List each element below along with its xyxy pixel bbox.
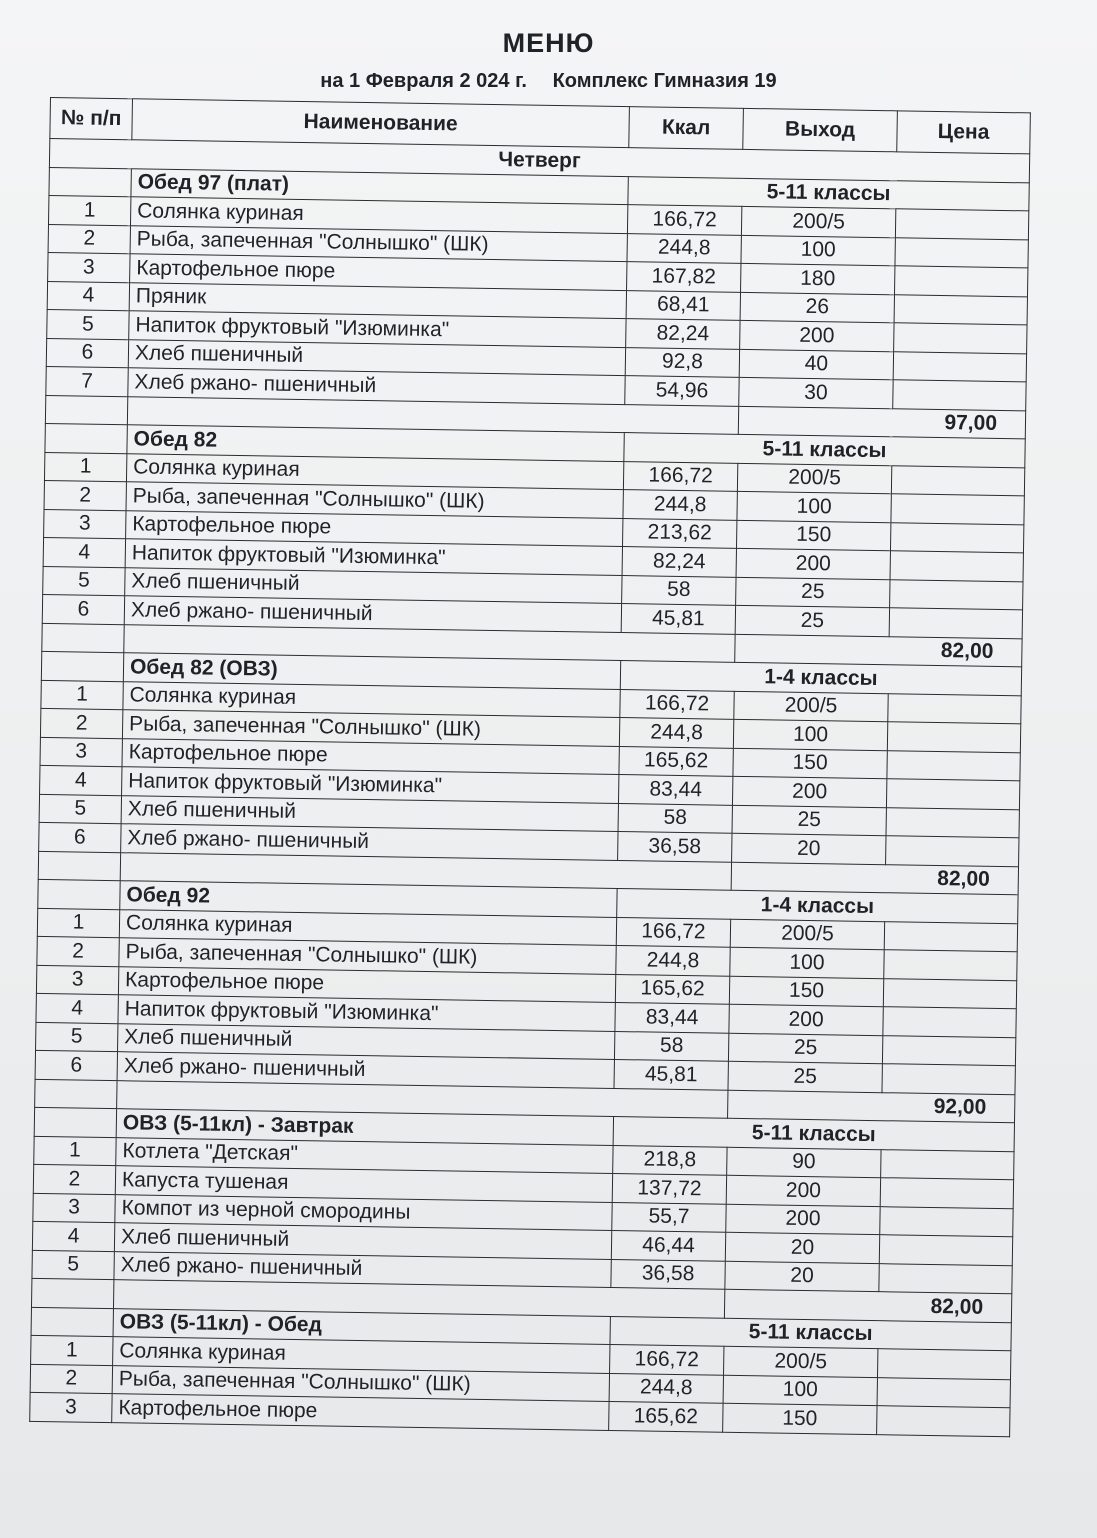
item-number: 2 bbox=[33, 1164, 115, 1194]
item-output: 200/5 bbox=[734, 691, 888, 722]
total-spacer bbox=[31, 1278, 113, 1308]
item-number: 2 bbox=[40, 708, 122, 738]
header-name: Наименование bbox=[132, 99, 630, 148]
item-output: 100 bbox=[730, 947, 884, 978]
item-name: Рыба, запеченная "Солнышко" (ШК) bbox=[122, 710, 619, 746]
item-number: 6 bbox=[39, 822, 121, 852]
item-kcal: 83,44 bbox=[618, 775, 732, 805]
item-price bbox=[882, 1064, 1015, 1095]
item-output: 20 bbox=[725, 1232, 879, 1263]
item-number: 5 bbox=[36, 1022, 118, 1052]
section-name: Обед 92 bbox=[120, 881, 617, 917]
item-kcal: 82,24 bbox=[622, 547, 736, 577]
item-kcal: 213,62 bbox=[623, 518, 737, 548]
item-kcal: 58 bbox=[622, 575, 736, 605]
item-price bbox=[893, 380, 1026, 411]
item-output: 150 bbox=[733, 748, 887, 779]
item-number: 4 bbox=[43, 537, 125, 567]
item-output: 200/5 bbox=[730, 919, 884, 950]
item-name: Хлеб пшеничный bbox=[125, 567, 622, 603]
item-name: Солянка куриная bbox=[126, 453, 623, 489]
item-kcal: 58 bbox=[614, 1031, 728, 1061]
item-price bbox=[890, 551, 1023, 582]
total-spacer bbox=[35, 1079, 117, 1109]
item-price bbox=[877, 1377, 1010, 1408]
item-kcal: 166,72 bbox=[627, 205, 741, 235]
menu-table bbox=[29, 97, 1031, 1437]
item-output: 200 bbox=[732, 776, 886, 807]
item-name: Напиток фруктовый "Изюминка" bbox=[122, 767, 619, 803]
item-price bbox=[883, 978, 1016, 1009]
total-spacer bbox=[38, 851, 120, 881]
section-total-price: 82,00 bbox=[735, 634, 1022, 667]
item-price bbox=[877, 1406, 1010, 1437]
item-number: 3 bbox=[44, 509, 126, 539]
item-price bbox=[884, 921, 1017, 952]
total-spacer bbox=[45, 395, 127, 425]
item-number: 6 bbox=[35, 1050, 117, 1080]
item-price bbox=[891, 465, 1024, 496]
item-name: Пряник bbox=[129, 282, 626, 318]
item-output: 200 bbox=[726, 1204, 880, 1235]
menu-body bbox=[30, 139, 1030, 1437]
item-name: Рыба, запеченная "Солнышко" (ШК) bbox=[130, 225, 627, 261]
item-number: 2 bbox=[37, 936, 119, 966]
section-num-cell bbox=[38, 879, 120, 909]
section-name: Обед 82 (ОВЗ) bbox=[123, 653, 620, 689]
item-name: Хлеб ржано- пшеничный bbox=[128, 368, 625, 404]
item-output: 25 bbox=[736, 577, 890, 608]
item-price bbox=[895, 266, 1028, 297]
item-output: 150 bbox=[729, 976, 883, 1007]
item-price bbox=[886, 779, 1019, 810]
item-number: 3 bbox=[36, 965, 118, 995]
section-group: 1-4 классы bbox=[620, 661, 1021, 696]
item-kcal: 167,82 bbox=[627, 262, 741, 292]
item-number: 5 bbox=[39, 794, 121, 824]
item-name: Напиток фруктовый "Изюминка" bbox=[125, 539, 622, 575]
section-name: ОВЗ (5-11кл) - Обед bbox=[113, 1308, 610, 1344]
item-kcal: 55,7 bbox=[612, 1202, 726, 1232]
item-name: Хлеб пшеничный bbox=[121, 795, 618, 831]
item-name: Картофельное пюре bbox=[130, 254, 627, 290]
item-name: Напиток фруктовый "Изюминка" bbox=[118, 995, 615, 1031]
section-group: 5-11 классы bbox=[610, 1316, 1011, 1351]
item-name: Рыба, запеченная "Солнышко" (ШК) bbox=[126, 482, 623, 518]
section-num-cell bbox=[41, 651, 123, 681]
section-num-cell bbox=[49, 167, 131, 197]
item-output: 25 bbox=[728, 1061, 882, 1092]
section-num-cell bbox=[45, 423, 127, 453]
item-kcal: 166,72 bbox=[616, 917, 730, 947]
day-label: Четверг bbox=[49, 139, 1029, 183]
item-name: Солянка куриная bbox=[119, 909, 616, 945]
item-price bbox=[889, 608, 1022, 639]
item-output: 200/5 bbox=[741, 206, 895, 237]
item-number: 3 bbox=[30, 1392, 112, 1422]
header-output: Выход bbox=[743, 108, 898, 151]
item-price bbox=[881, 1149, 1014, 1180]
item-number: 1 bbox=[44, 452, 126, 482]
item-kcal: 244,8 bbox=[627, 233, 741, 263]
item-name: Картофельное пюре bbox=[122, 738, 619, 774]
section-total-price: 82,00 bbox=[731, 862, 1018, 895]
item-kcal: 68,41 bbox=[626, 290, 740, 320]
item-number: 4 bbox=[47, 281, 129, 311]
item-name: Картофельное пюре bbox=[112, 1394, 609, 1430]
item-kcal: 244,8 bbox=[616, 945, 730, 975]
item-output: 200 bbox=[726, 1175, 880, 1206]
item-kcal: 166,72 bbox=[620, 689, 734, 719]
item-number: 5 bbox=[47, 309, 129, 339]
item-kcal: 83,44 bbox=[615, 1002, 729, 1032]
item-price bbox=[877, 1349, 1010, 1380]
item-number: 3 bbox=[48, 252, 130, 282]
item-name: Капуста тушеная bbox=[115, 1166, 612, 1202]
item-name: Хлеб ржано- пшеничный bbox=[117, 1052, 614, 1088]
item-kcal: 36,58 bbox=[611, 1259, 725, 1289]
item-number: 1 bbox=[37, 908, 119, 938]
item-number: 3 bbox=[40, 737, 122, 767]
menu-date: на 1 Февраля 2 024 г. bbox=[320, 70, 527, 92]
item-output: 150 bbox=[723, 1403, 877, 1434]
item-name: Хлеб пшеничный bbox=[128, 339, 625, 375]
item-kcal: 165,62 bbox=[619, 746, 733, 776]
item-price bbox=[888, 693, 1021, 724]
item-price bbox=[895, 209, 1028, 240]
item-number: 1 bbox=[34, 1136, 116, 1166]
item-kcal: 166,72 bbox=[610, 1344, 724, 1374]
item-name: Хлеб пшеничный bbox=[118, 1023, 615, 1059]
item-kcal: 244,8 bbox=[623, 490, 737, 520]
item-price bbox=[890, 579, 1023, 610]
item-kcal: 36,58 bbox=[618, 832, 732, 862]
section-num-cell bbox=[31, 1307, 113, 1337]
item-output: 25 bbox=[735, 605, 889, 636]
item-number: 1 bbox=[49, 195, 131, 225]
item-kcal: 54,96 bbox=[625, 376, 739, 406]
item-number: 4 bbox=[36, 993, 118, 1023]
item-name: Солянка куриная bbox=[113, 1337, 610, 1373]
item-output: 150 bbox=[736, 520, 890, 551]
item-kcal: 92,8 bbox=[625, 347, 739, 377]
item-name: Компот из черной смородины bbox=[115, 1194, 612, 1230]
page-subtitle bbox=[0, 70, 1097, 93]
header-kcal: Ккал bbox=[629, 107, 744, 150]
item-kcal: 166,72 bbox=[623, 461, 737, 491]
item-output: 200 bbox=[736, 548, 890, 579]
item-number: 1 bbox=[31, 1335, 113, 1365]
item-output: 180 bbox=[741, 263, 895, 294]
item-price bbox=[894, 323, 1027, 354]
section-group: 5-11 классы bbox=[613, 1116, 1014, 1151]
item-number: 2 bbox=[30, 1364, 112, 1394]
item-output: 90 bbox=[727, 1147, 881, 1178]
item-number: 2 bbox=[44, 480, 126, 510]
item-kcal: 58 bbox=[618, 803, 732, 833]
item-output: 25 bbox=[732, 805, 886, 836]
item-price bbox=[894, 294, 1027, 325]
section-name: ОВЗ (5-11кл) - Завтрак bbox=[116, 1109, 613, 1145]
item-number: 6 bbox=[42, 594, 124, 624]
item-output: 200/5 bbox=[724, 1346, 878, 1377]
item-kcal: 244,8 bbox=[609, 1373, 723, 1403]
item-price bbox=[880, 1178, 1013, 1209]
total-spacer bbox=[42, 623, 124, 653]
item-price bbox=[887, 722, 1020, 753]
item-name: Хлеб ржано- пшеничный bbox=[121, 824, 618, 860]
item-name: Рыба, запеченная "Солнышко" (ШК) bbox=[112, 1365, 609, 1401]
page-title: МЕНЮ bbox=[502, 28, 595, 58]
item-number: 6 bbox=[46, 338, 128, 368]
item-name: Хлеб ржано- пшеничный bbox=[114, 1251, 611, 1287]
section-group: 5-11 классы bbox=[628, 176, 1029, 211]
item-kcal: 165,62 bbox=[615, 974, 729, 1004]
item-name: Напиток фруктовый "Изюминка" bbox=[129, 311, 626, 347]
item-price bbox=[890, 522, 1023, 553]
item-output: 40 bbox=[739, 349, 893, 380]
item-price bbox=[893, 351, 1026, 382]
header-price: Цена bbox=[897, 111, 1031, 154]
item-output: 26 bbox=[740, 292, 894, 323]
item-number: 4 bbox=[40, 765, 122, 795]
item-name: Солянка куриная bbox=[130, 197, 627, 233]
section-name: Обед 82 bbox=[127, 425, 624, 461]
item-kcal: 46,44 bbox=[611, 1230, 725, 1260]
item-number: 3 bbox=[33, 1193, 115, 1223]
menu-complex: Комплекс Гимназия 19 bbox=[552, 70, 777, 92]
item-number: 4 bbox=[32, 1221, 114, 1251]
item-kcal: 45,81 bbox=[621, 604, 735, 634]
item-output: 100 bbox=[737, 491, 891, 522]
item-output: 30 bbox=[739, 377, 893, 408]
item-number: 7 bbox=[46, 366, 128, 396]
section-total-price: 82,00 bbox=[724, 1289, 1011, 1322]
item-name: Хлеб пшеничный bbox=[114, 1223, 611, 1259]
item-number: 5 bbox=[32, 1250, 114, 1280]
item-price bbox=[886, 807, 1019, 838]
item-output: 200 bbox=[740, 320, 894, 351]
item-number: 2 bbox=[48, 224, 130, 254]
item-price bbox=[886, 836, 1019, 867]
item-price bbox=[882, 1035, 1015, 1066]
item-number: 1 bbox=[41, 680, 123, 710]
item-kcal: 137,72 bbox=[612, 1173, 726, 1203]
item-name: Хлеб ржано- пшеничный bbox=[124, 596, 621, 632]
item-name: Солянка куриная bbox=[123, 681, 620, 717]
section-name: Обед 97 (плат) bbox=[131, 168, 628, 204]
item-output: 100 bbox=[733, 719, 887, 750]
item-output: 100 bbox=[741, 235, 895, 266]
item-name: Картофельное пюре bbox=[126, 510, 623, 546]
section-group: 5-11 классы bbox=[624, 433, 1025, 468]
section-num-cell bbox=[34, 1107, 116, 1137]
item-price bbox=[887, 750, 1020, 781]
item-kcal: 82,24 bbox=[626, 319, 740, 349]
item-output: 200 bbox=[729, 1004, 883, 1035]
item-output: 200/5 bbox=[737, 463, 891, 494]
item-price bbox=[891, 494, 1024, 525]
item-name: Котлета "Детская" bbox=[116, 1137, 613, 1173]
header-num: № п/п bbox=[50, 98, 133, 140]
item-price bbox=[879, 1263, 1012, 1294]
item-output: 100 bbox=[723, 1375, 877, 1406]
item-price bbox=[880, 1206, 1013, 1237]
section-total-price: 92,00 bbox=[728, 1090, 1015, 1123]
item-price bbox=[895, 237, 1028, 268]
item-kcal: 165,62 bbox=[609, 1401, 723, 1431]
item-output: 25 bbox=[728, 1033, 882, 1064]
item-kcal: 45,81 bbox=[614, 1059, 728, 1089]
item-output: 20 bbox=[732, 833, 886, 864]
item-name: Рыба, запеченная "Солнышко" (ШК) bbox=[119, 938, 616, 974]
item-number: 5 bbox=[43, 566, 125, 596]
item-kcal: 218,8 bbox=[613, 1145, 727, 1175]
item-name: Картофельное пюре bbox=[118, 966, 615, 1002]
item-kcal: 244,8 bbox=[619, 718, 733, 748]
item-price bbox=[884, 950, 1017, 981]
section-total-price: 97,00 bbox=[738, 406, 1025, 439]
item-price bbox=[883, 1007, 1016, 1038]
item-output: 20 bbox=[725, 1261, 879, 1292]
item-price bbox=[879, 1235, 1012, 1266]
section-group: 1-4 классы bbox=[617, 889, 1018, 924]
